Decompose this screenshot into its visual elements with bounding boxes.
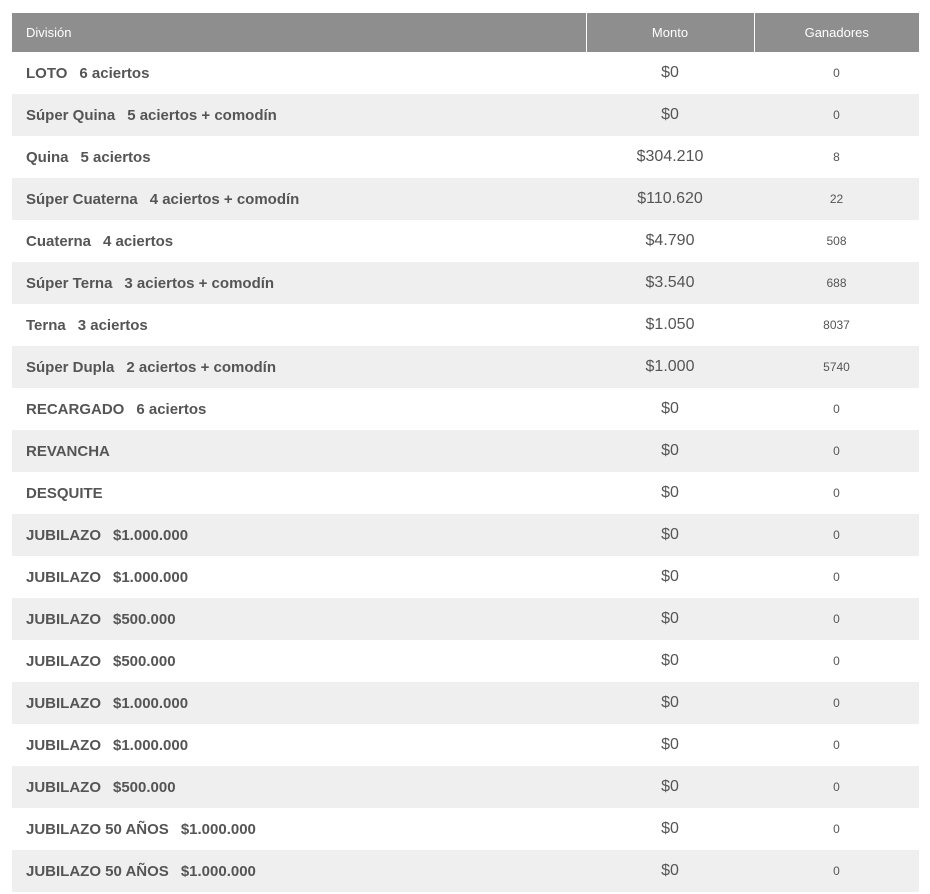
division-name: Terna <box>26 316 66 334</box>
monto-cell: $304.210 <box>586 136 754 178</box>
division-name: JUBILAZO <box>26 610 101 628</box>
monto-cell: $3.540 <box>586 262 754 304</box>
division-detail: 4 aciertos + comodín <box>149 190 300 208</box>
monto-cell: $4.790 <box>586 220 754 262</box>
table-row <box>12 94 919 136</box>
division-name: LOTO <box>26 64 68 82</box>
division-cell <box>12 136 586 178</box>
division-detail: 6 aciertos <box>79 64 150 82</box>
division-cell <box>12 94 586 136</box>
table-row <box>12 850 919 892</box>
monto-cell: $0 <box>586 724 754 766</box>
monto-cell: $0 <box>586 388 754 430</box>
division-name: Quina <box>26 148 69 166</box>
ganadores-cell: 508 <box>754 220 919 262</box>
ganadores-cell: 0 <box>754 682 919 724</box>
division-cell <box>12 640 586 682</box>
table-row <box>12 808 919 850</box>
division-name: JUBILAZO 50 AÑOS <box>26 820 169 838</box>
ganadores-cell: 0 <box>754 388 919 430</box>
monto-cell: $0 <box>586 430 754 472</box>
ganadores-cell: 8 <box>754 136 919 178</box>
division-cell <box>12 220 586 262</box>
ganadores-cell: 0 <box>754 472 919 514</box>
division-detail: $1.000.000 <box>113 526 189 544</box>
division-cell <box>12 472 586 514</box>
table-row <box>12 640 919 682</box>
division-cell <box>12 430 586 472</box>
division-cell <box>12 556 586 598</box>
ganadores-cell: 0 <box>754 514 919 556</box>
ganadores-cell: 688 <box>754 262 919 304</box>
division-detail: $1.000.000 <box>113 736 189 754</box>
table-row <box>12 472 919 514</box>
division-detail: 5 aciertos <box>80 148 151 166</box>
monto-cell: $1.000 <box>586 346 754 388</box>
division-detail: 3 aciertos <box>77 316 148 334</box>
ganadores-cell: 0 <box>754 52 919 94</box>
monto-cell: $0 <box>586 766 754 808</box>
division-detail: 6 aciertos <box>136 400 207 418</box>
monto-cell: $0 <box>586 850 754 892</box>
results-table-container <box>12 13 919 892</box>
table-row <box>12 304 919 346</box>
division-name: JUBILAZO <box>26 778 101 796</box>
division-detail: $1.000.000 <box>113 568 189 586</box>
division-cell <box>12 598 586 640</box>
division-name: Cuaterna <box>26 232 92 250</box>
column-header-ganadores: Ganadores <box>754 13 919 52</box>
ganadores-cell: 5740 <box>754 346 919 388</box>
ganadores-cell: 0 <box>754 850 919 892</box>
division-cell <box>12 262 586 304</box>
monto-cell: $0 <box>586 640 754 682</box>
monto-cell: $110.620 <box>586 178 754 220</box>
division-name: REVANCHA <box>26 442 110 460</box>
ganadores-cell: 0 <box>754 94 919 136</box>
division-name: JUBILAZO <box>26 694 101 712</box>
division-name: Súper Cuaterna <box>26 190 138 208</box>
division-cell <box>12 388 586 430</box>
table-row <box>12 346 919 388</box>
division-name: Súper Quina <box>26 106 116 124</box>
ganadores-cell: 8037 <box>754 304 919 346</box>
division-name: DESQUITE <box>26 484 103 502</box>
monto-cell: $0 <box>586 808 754 850</box>
division-name: Súper Terna <box>26 274 113 292</box>
division-cell <box>12 724 586 766</box>
division-name: JUBILAZO <box>26 568 101 586</box>
division-detail: $1.000.000 <box>180 820 256 838</box>
division-detail: $500.000 <box>113 652 176 670</box>
header-row <box>12 13 919 52</box>
division-detail: $500.000 <box>113 778 176 796</box>
ganadores-cell: 22 <box>754 178 919 220</box>
table-row <box>12 598 919 640</box>
monto-cell: $0 <box>586 472 754 514</box>
division-cell <box>12 682 586 724</box>
table-row <box>12 766 919 808</box>
division-cell <box>12 766 586 808</box>
division-cell <box>12 346 586 388</box>
division-detail: $1.000.000 <box>113 694 189 712</box>
monto-cell: $0 <box>586 514 754 556</box>
table-header <box>12 13 919 52</box>
division-cell <box>12 304 586 346</box>
table-row <box>12 514 919 556</box>
ganadores-cell: 0 <box>754 640 919 682</box>
column-header-division: División <box>12 13 586 52</box>
division-name: JUBILAZO 50 AÑOS <box>26 862 169 880</box>
table-row <box>12 136 919 178</box>
division-cell <box>12 178 586 220</box>
monto-cell: $0 <box>586 556 754 598</box>
division-name: JUBILAZO <box>26 526 101 544</box>
table-row <box>12 220 919 262</box>
division-cell <box>12 808 586 850</box>
division-detail: 5 aciertos + comodín <box>127 106 277 124</box>
table-row <box>12 52 919 94</box>
ganadores-cell: 0 <box>754 556 919 598</box>
table-row <box>12 178 919 220</box>
table-body <box>12 52 919 892</box>
division-cell <box>12 52 586 94</box>
table-row <box>12 430 919 472</box>
ganadores-cell: 0 <box>754 724 919 766</box>
ganadores-cell: 0 <box>754 598 919 640</box>
table-row <box>12 724 919 766</box>
ganadores-cell: 0 <box>754 808 919 850</box>
table-row <box>12 682 919 724</box>
division-detail: 3 aciertos + comodín <box>124 274 275 292</box>
division-cell <box>12 850 586 892</box>
results-table <box>12 13 919 892</box>
division-name: RECARGADO <box>26 400 125 418</box>
division-name: JUBILAZO <box>26 736 101 754</box>
ganadores-cell: 0 <box>754 430 919 472</box>
table-row <box>12 556 919 598</box>
division-detail: $500.000 <box>113 610 176 628</box>
division-detail: 4 aciertos <box>103 232 174 250</box>
monto-cell: $1.050 <box>586 304 754 346</box>
division-cell <box>12 514 586 556</box>
division-name: Súper Dupla <box>26 358 115 376</box>
table-row <box>12 262 919 304</box>
division-detail: 2 aciertos + comodín <box>126 358 276 376</box>
monto-cell: $0 <box>586 598 754 640</box>
division-name: JUBILAZO <box>26 652 101 670</box>
table-row <box>12 388 919 430</box>
ganadores-cell: 0 <box>754 766 919 808</box>
division-detail: $1.000.000 <box>180 862 256 880</box>
column-header-monto: Monto <box>586 13 754 52</box>
monto-cell: $0 <box>586 94 754 136</box>
monto-cell: $0 <box>586 682 754 724</box>
monto-cell: $0 <box>586 52 754 94</box>
